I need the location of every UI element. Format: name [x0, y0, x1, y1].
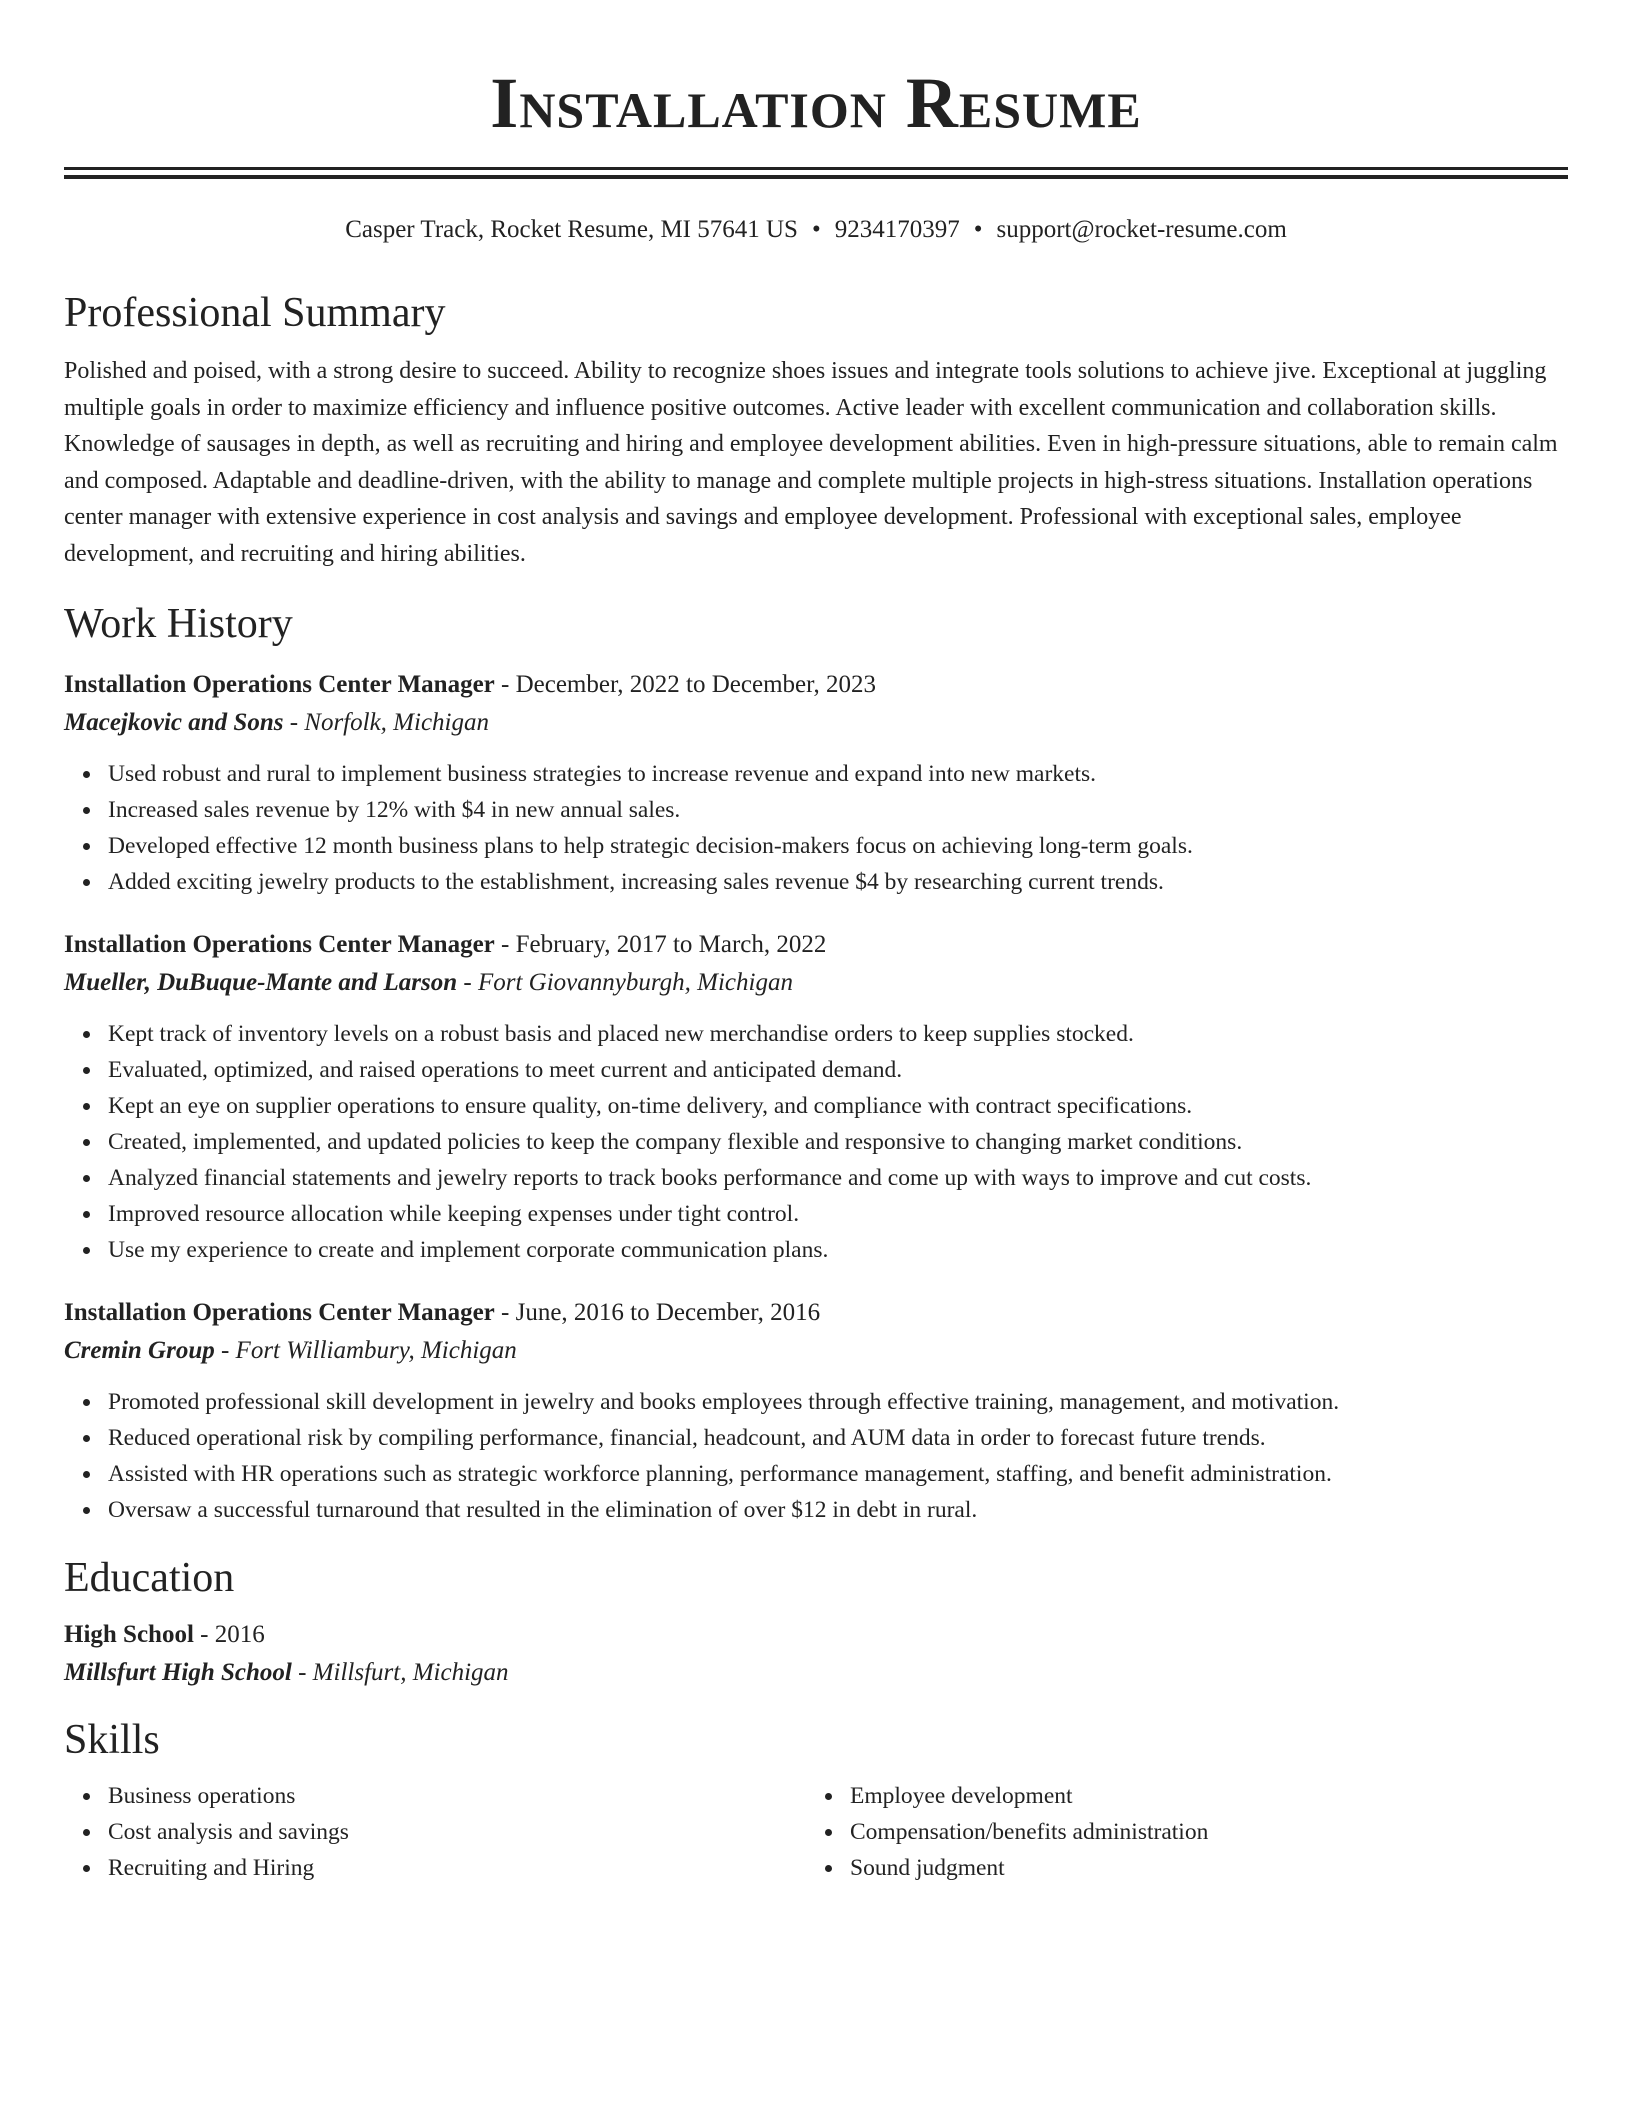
contact-separator: •: [973, 216, 983, 243]
skills-heading: Skills: [64, 1717, 160, 1763]
job-bullets: [64, 1384, 1568, 1528]
job-bullet: Kept track of inventory levels on a robust basis and placed new merchandise orders to keep supplies stocked.: [108, 1016, 1568, 1052]
job-bullets: [64, 1016, 1568, 1268]
job-entry: [64, 666, 1568, 900]
job-bullet: Created, implemented, and updated policies to keep the company flexible and responsive to changing market conditions.: [108, 1124, 1568, 1160]
job-dates: - June, 2016 to December, 2016: [494, 1299, 821, 1326]
contact-separator: •: [811, 216, 821, 243]
job-title-line: [64, 1294, 1568, 1332]
graduation-year: - 2016: [193, 1621, 265, 1648]
company-name: Cremin Group: [64, 1337, 215, 1364]
resume-title: Installation Resume: [490, 63, 1142, 143]
job-bullet: Developed effective 12 month business plans to help strategic decision-makers focus on achieving long-term goals.: [108, 828, 1568, 864]
job-title: Installation Operations Center Manager: [64, 1299, 495, 1326]
skill-item: Business operations: [108, 1778, 806, 1814]
company-name: Mueller, DuBuque-Mante and Larson: [64, 969, 458, 996]
job-bullet: Analyzed financial statements and jewelry reports to track books performance and come up with ways to improve and cut costs.: [108, 1160, 1568, 1196]
degree: High School: [64, 1621, 194, 1648]
job-bullet: Used robust and rural to implement business strategies to increase revenue and expand into new markets.: [108, 756, 1568, 792]
company-name: Macejkovic and Sons: [64, 709, 284, 736]
school-location: - Millsfurt, Michigan: [291, 1659, 509, 1686]
summary-text: Polished and poised, with a strong desire to succeed. Ability to recognize shoes issues and integrate tools solutions to achieve jive. Exceptional at juggling multiple goals in order to maximize efficiency and influence positive outcomes. Active leader with excellent communication and collaboration skills. Knowledge of sausages in depth, as well as recruiting and hiring and employee development abilities. Even in high-pressure situations, able to remain calm and composed. Adaptable and deadline-driven, with the ability to manage and complete multiple projects in high-stress situations. Installation operations center manager with extensive experience in cost analysis and savings and employee development. Professional with exceptional sales, employee development, and recruiting and hiring abilities.: [64, 358, 1558, 567]
school-line: [64, 1654, 1568, 1692]
company-line: [64, 1332, 1568, 1370]
contact-line: [64, 213, 1568, 247]
title-divider: [64, 167, 1568, 179]
job-bullet: Promoted professional skill development in jewelry and books employees through effective training, management, and motivation.: [108, 1384, 1568, 1420]
job-entry: [64, 1294, 1568, 1528]
contact-email: support@rocket-resume.com: [996, 216, 1287, 243]
skills-column-right: [806, 1778, 1548, 1886]
job-bullet: Kept an eye on supplier operations to ensure quality, on-time delivery, and compliance with contract specifications.: [108, 1088, 1568, 1124]
job-bullet: Added exciting jewelry products to the establishment, increasing sales revenue $4 by researching current trends.: [108, 864, 1568, 900]
work-history-heading: Work History: [64, 601, 293, 647]
job-dates: - February, 2017 to March, 2022: [494, 931, 827, 958]
company-location: - Fort Williambury, Michigan: [214, 1337, 517, 1364]
skill-item: Compensation/benefits administration: [850, 1814, 1548, 1850]
job-title-line: [64, 666, 1568, 704]
contact-phone: 9234170397: [834, 216, 960, 243]
company-location: - Norfolk, Michigan: [283, 709, 489, 736]
job-bullet: Improved resource allocation while keeping expenses under tight control.: [108, 1196, 1568, 1232]
degree-line: [64, 1616, 1568, 1654]
skill-item: Cost analysis and savings: [108, 1814, 806, 1850]
job-title-line: [64, 926, 1568, 964]
job-title: Installation Operations Center Manager: [64, 671, 495, 698]
skills-bullets: [64, 1778, 806, 1886]
contact-address: Casper Track, Rocket Resume, MI 57641 US: [345, 216, 798, 243]
skills-bullets: [806, 1778, 1548, 1886]
resume-page: [64, 0, 1568, 1886]
job-entry: [64, 926, 1568, 1268]
company-location: - Fort Giovannyburgh, Michigan: [457, 969, 793, 996]
summary-heading: Professional Summary: [64, 290, 446, 336]
skills-list: [64, 1778, 1568, 1886]
job-bullet: Increased sales revenue by 12% with $4 in new annual sales.: [108, 792, 1568, 828]
skills-column-left: [64, 1778, 806, 1886]
company-line: [64, 964, 1568, 1002]
education-entry: [64, 1616, 1568, 1692]
job-bullet: Oversaw a successful turnaround that resulted in the elimination of over $12 in debt in rural.: [108, 1492, 1568, 1528]
job-dates: - December, 2022 to December, 2023: [494, 671, 876, 698]
job-title: Installation Operations Center Manager: [64, 931, 495, 958]
skill-item: Sound judgment: [850, 1850, 1548, 1886]
company-line: [64, 704, 1568, 742]
job-bullet: Use my experience to create and implement corporate communication plans.: [108, 1232, 1568, 1268]
skill-item: Recruiting and Hiring: [108, 1850, 806, 1886]
skill-item: Employee development: [850, 1778, 1548, 1814]
job-bullet: Reduced operational risk by compiling performance, financial, headcount, and AUM data in order to forecast future trends.: [108, 1420, 1568, 1456]
job-bullets: [64, 756, 1568, 900]
job-bullet: Assisted with HR operations such as strategic workforce planning, performance management, staffing, and benefit administration.: [108, 1456, 1568, 1492]
job-bullet: Evaluated, optimized, and raised operations to meet current and anticipated demand.: [108, 1052, 1568, 1088]
school-name: Millsfurt High School: [64, 1659, 292, 1686]
education-heading: Education: [64, 1555, 235, 1601]
